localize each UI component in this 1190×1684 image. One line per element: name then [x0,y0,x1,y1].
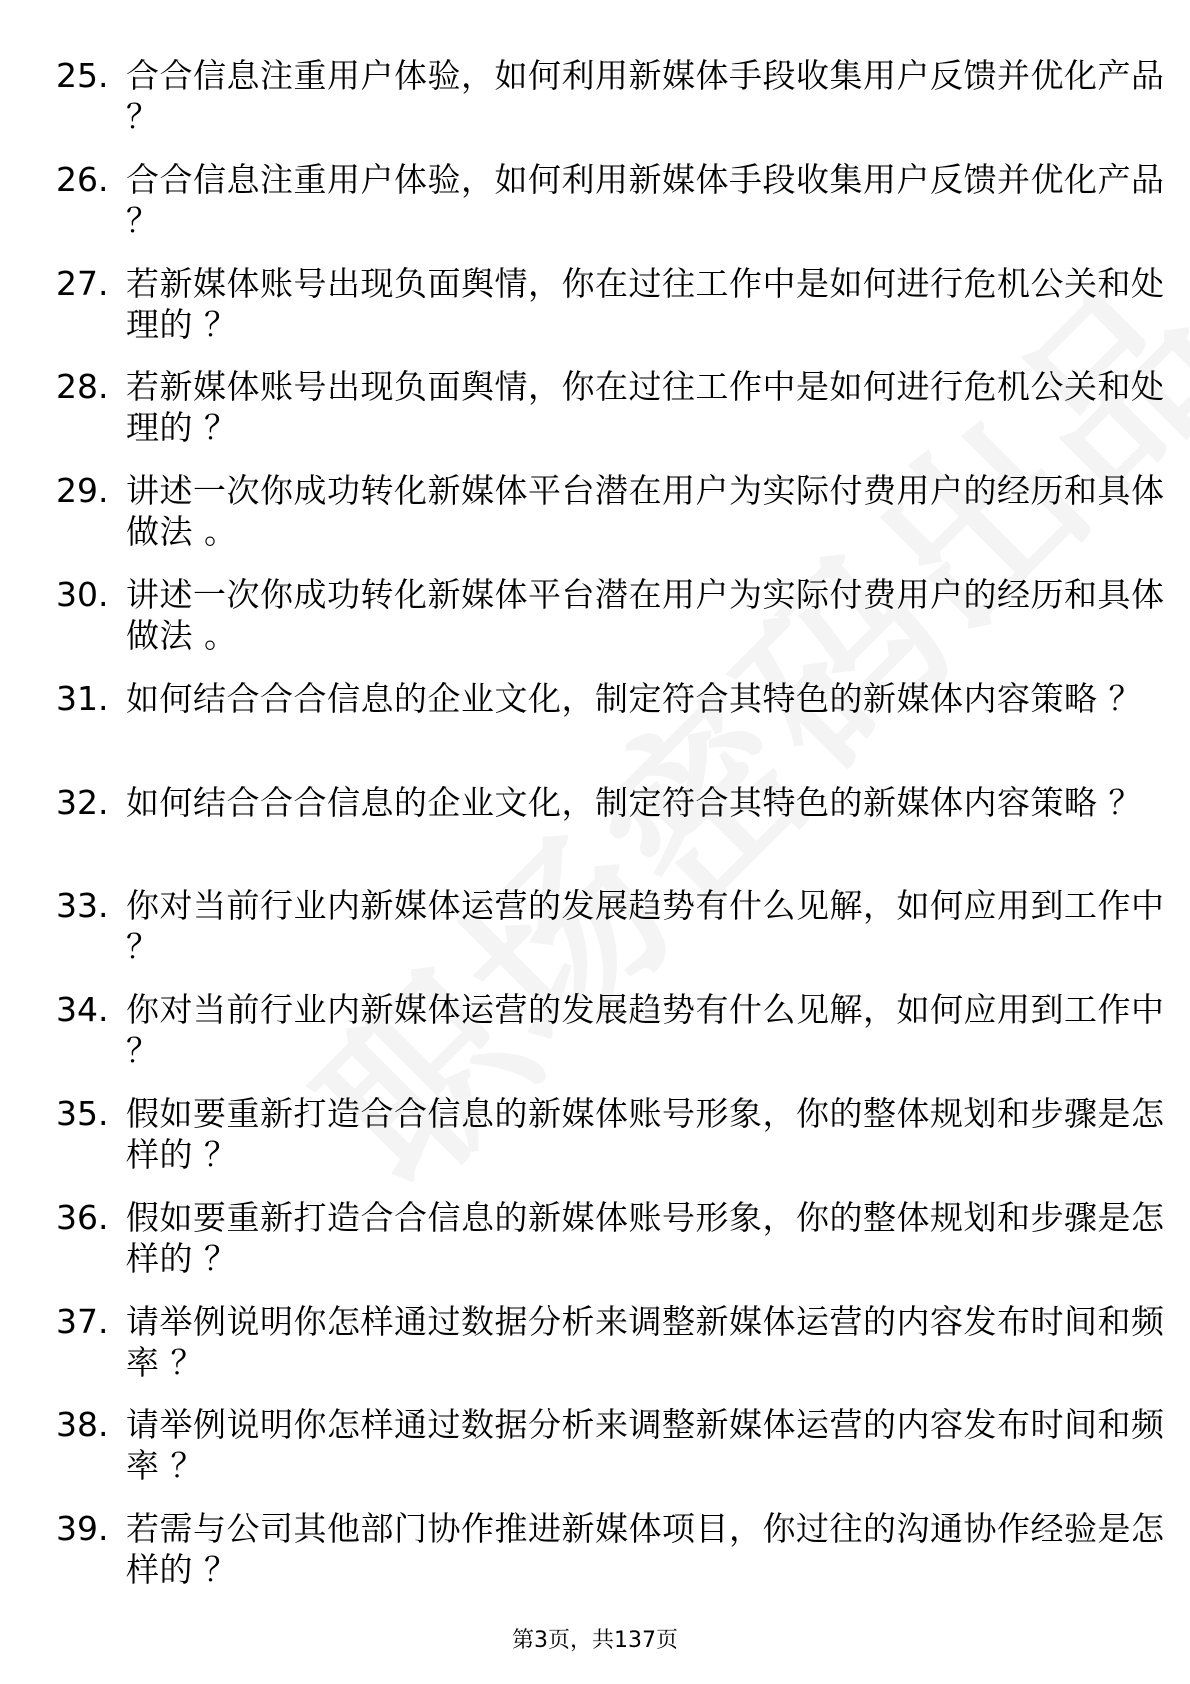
page-number: 第3页，共137页 [512,1628,678,1653]
question-text: 你对当前行业内新媒体运营的发展趋势有什么见解，如何应用到工作中 ？ [126,886,1165,967]
question-number: 28. [56,367,109,407]
question-text: 讲述一次你成功转化新媒体平台潜在用户为实际付费用户的经历和具体做法 。 [126,471,1165,552]
question-number: 33. [56,886,109,926]
list-item [56,885,1165,989]
question-text: 合合信息注重用户体验，如何利用新媒体手段收集用户反馈并优化产品 ？ [126,159,1165,240]
list-item [56,678,1142,782]
question-number: 34. [56,990,109,1030]
question-text: 合合信息注重用户体验，如何利用新媒体手段收集用户反馈并优化产品 ？ [126,56,1165,136]
list-item [56,1093,1165,1197]
question-number: 38. [56,1405,109,1445]
question-number: 29. [56,471,109,511]
question-number: 26. [56,159,109,199]
question-text: 如何结合合合信息的企业文化，制定符合其特色的新媒体内容策略 ？ [126,782,1142,822]
list-item [56,263,1165,367]
question-number: 35. [56,1093,109,1133]
list-item [56,366,1165,470]
list-item [56,159,1165,263]
question-text: 假如要重新打造合合信息的新媒体账号形象，你的整体规划和步骤是怎样的 ？ [126,1093,1165,1174]
question-text: 讲述一次你成功转化新媒体平台潜在用户为实际付费用户的经历和具体做法 。 [126,574,1165,655]
question-number: 32. [56,782,109,822]
question-list [56,55,1165,1612]
question-text: 若需与公司其他部门协作推进新媒体项目，你过往的沟通协作经验是怎样的 ？ [126,1509,1165,1590]
list-item [56,574,1165,678]
list-item [56,989,1165,1093]
list-item [56,1404,1165,1508]
question-text: 你对当前行业内新媒体运营的发展趋势有什么见解，如何应用到工作中 ？ [126,990,1165,1071]
question-text: 请举例说明你怎样通过数据分析来调整新媒体运营的内容发布时间和频率 ？ [126,1405,1165,1486]
question-text: 若新媒体账号出现负面舆情，你在过往工作中是如何进行危机公关和处理的 ？ [126,367,1165,448]
question-number: 25. [56,56,109,95]
question-number: 37. [56,1301,109,1341]
list-item [56,55,1165,159]
list-item [56,1301,1165,1405]
page-footer [0,1626,1190,1656]
question-text: 若新媒体账号出现负面舆情，你在过往工作中是如何进行危机公关和处理的 ？ [126,263,1165,344]
list-item [56,782,1142,886]
question-number: 39. [56,1509,109,1549]
question-text: 假如要重新打造合合信息的新媒体账号形象，你的整体规划和步骤是怎样的 ？ [126,1197,1165,1278]
question-text: 请举例说明你怎样通过数据分析来调整新媒体运营的内容发布时间和频率 ？ [126,1301,1165,1382]
list-item [56,470,1165,574]
question-text: 如何结合合合信息的企业文化，制定符合其特色的新媒体内容策略 ？ [126,678,1142,718]
list-item [56,1197,1165,1301]
question-number: 31. [56,678,109,718]
question-number: 36. [56,1197,109,1237]
list-item [56,1508,1165,1612]
question-number: 27. [56,263,109,303]
question-number: 30. [56,574,109,614]
